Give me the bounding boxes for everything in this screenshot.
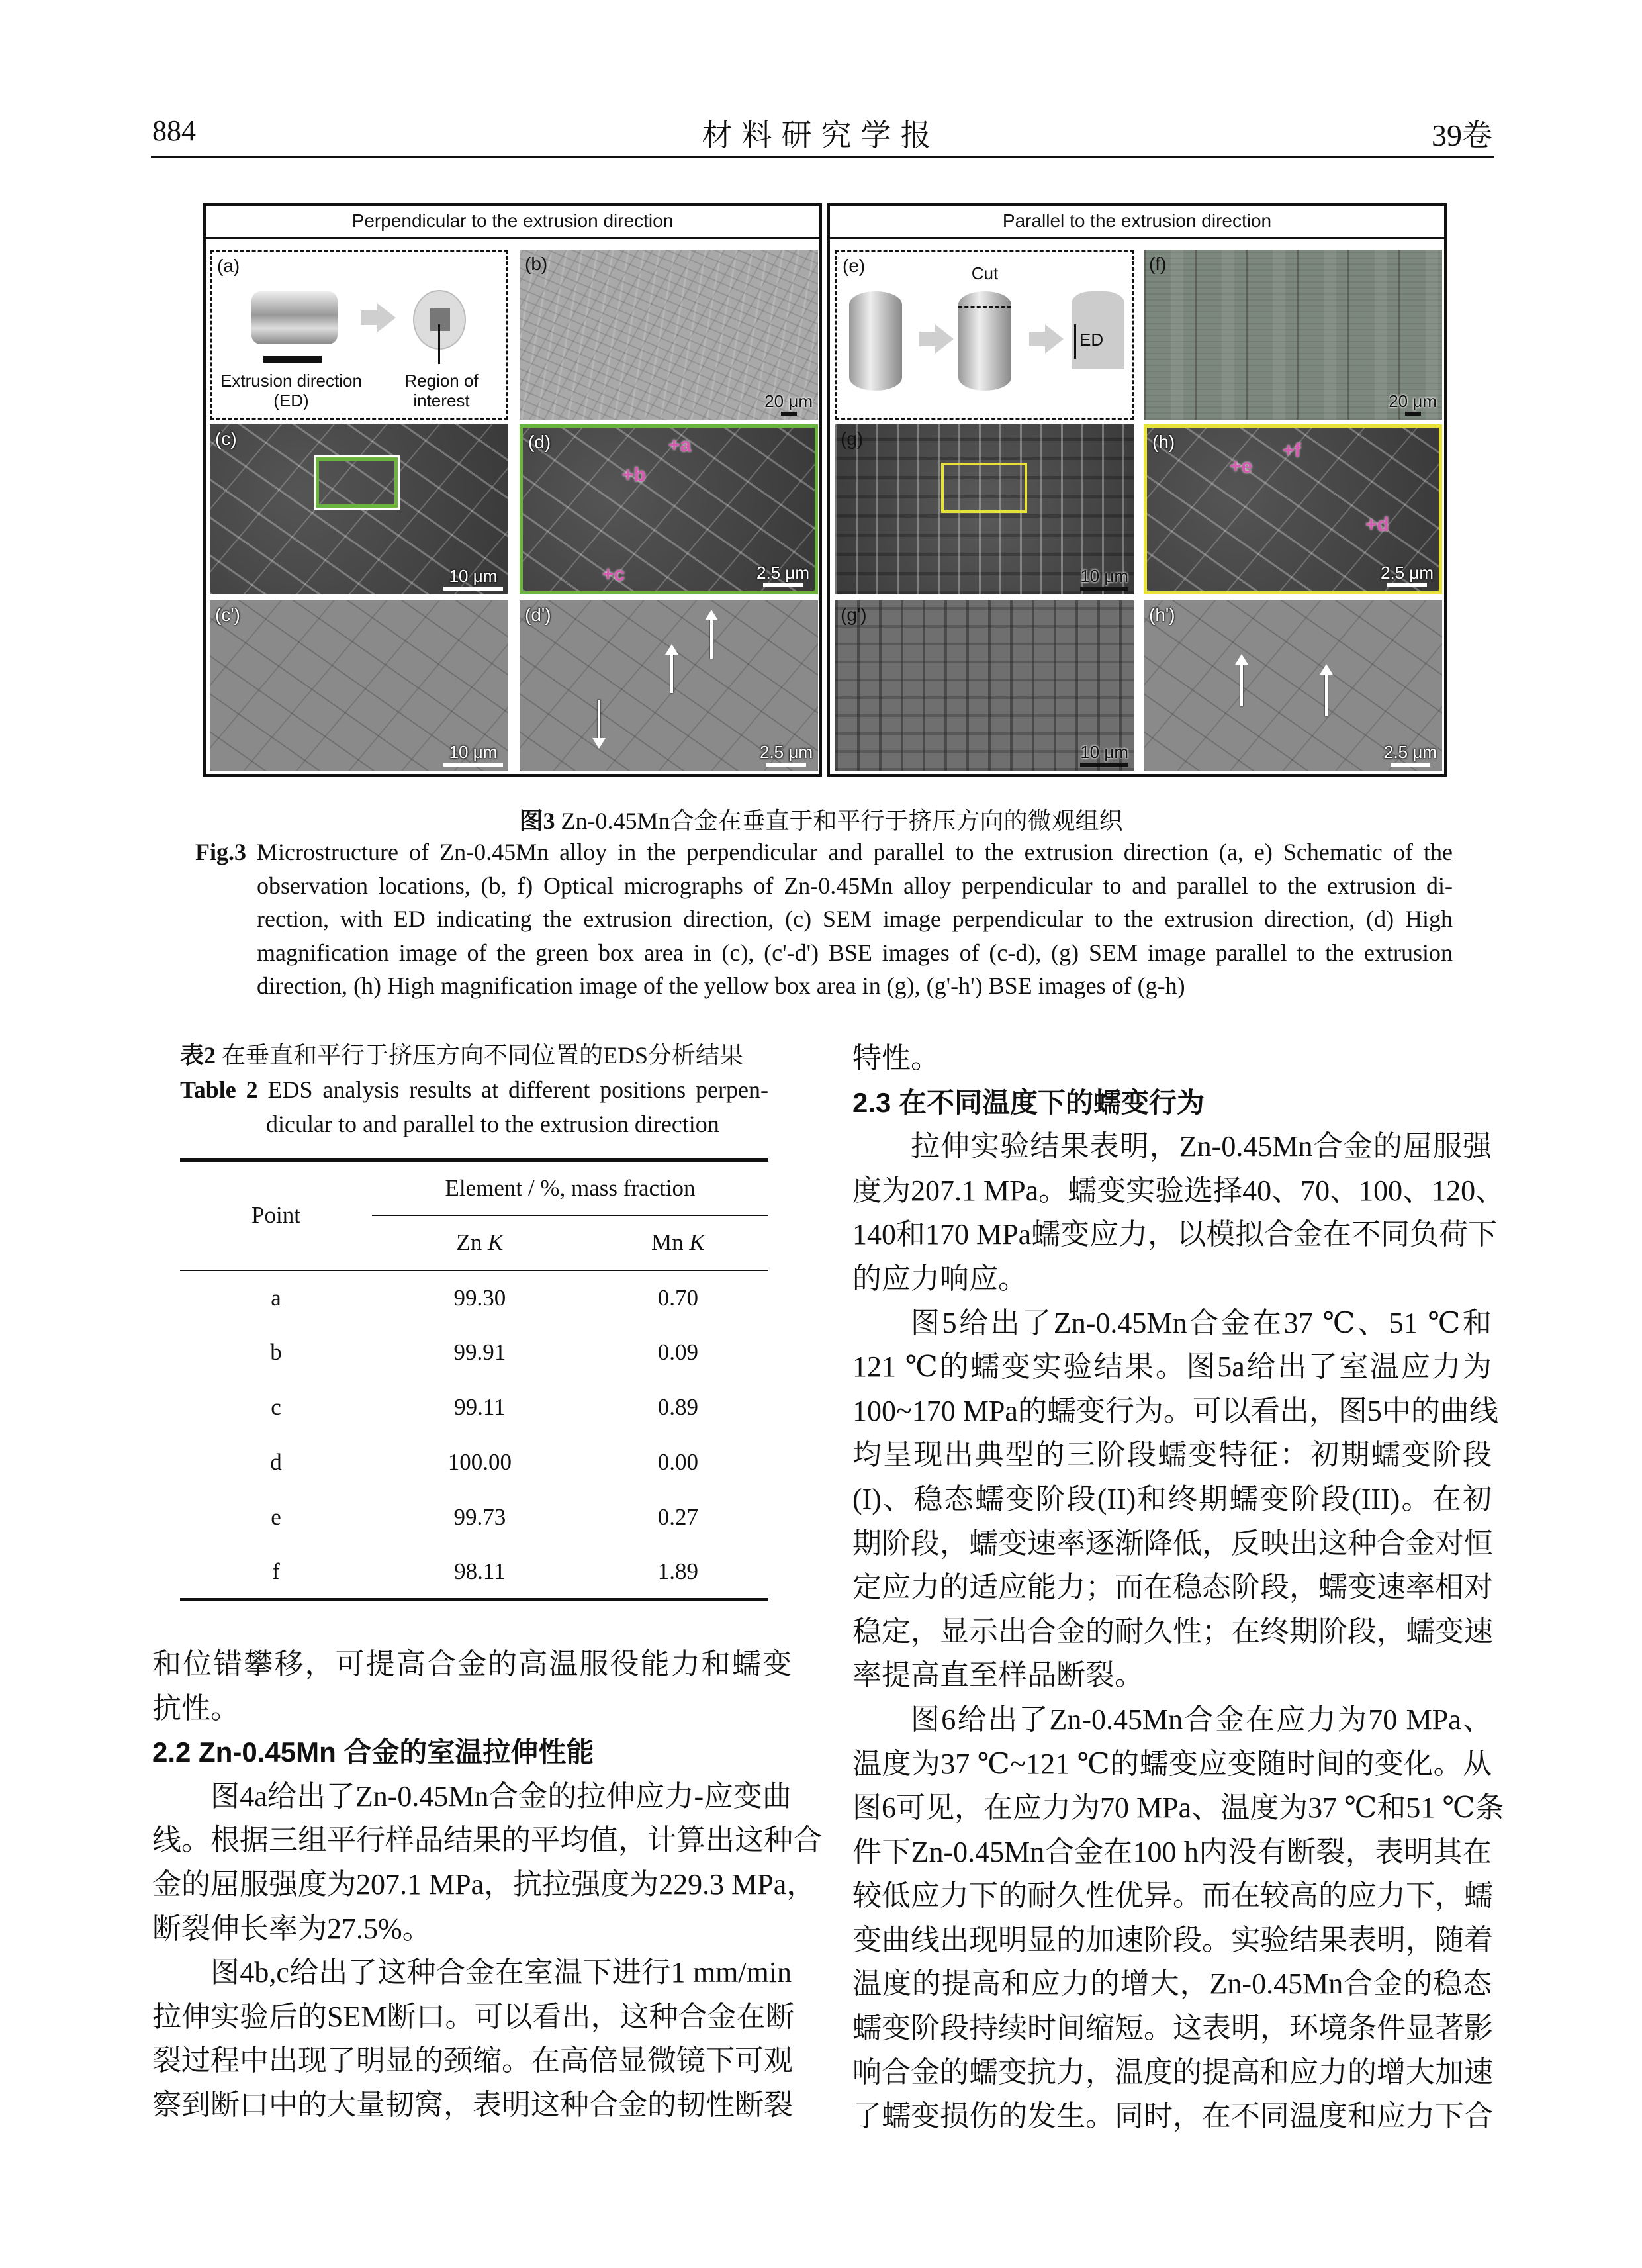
table-row	[180, 1270, 768, 1325]
cell-point: a	[271, 1284, 281, 1311]
header-element: Element / %, mass fraction	[372, 1160, 768, 1215]
body-column-left	[152, 1642, 822, 2128]
cell-point: d	[270, 1449, 282, 1475]
section-heading: 2.3 在不同温度下的蠕变行为	[852, 1086, 1205, 1118]
sem-image-h	[1144, 424, 1442, 594]
panel-label: (d)	[528, 432, 551, 452]
volume-label: 39卷	[1432, 118, 1492, 152]
text-line: 定应力的适应能力；而在稳态阶段，蠕变速率相对	[852, 1571, 1493, 1604]
table-row	[180, 1545, 768, 1600]
text-line: 察到断口中的大量韧窝，表明这种合金的韧性断裂	[152, 2088, 793, 2121]
point-marker-d: +d	[1365, 514, 1389, 536]
panel-label: (h)	[1152, 432, 1175, 452]
text-line: 图5给出了Zn-0.45Mn合金在37 ℃、51 ℃和	[911, 1306, 1492, 1339]
panel-label: (g)	[841, 428, 864, 449]
cut-label: Cut	[971, 263, 999, 283]
eds-table	[180, 1158, 768, 1601]
header-rule	[151, 156, 1494, 158]
table-row	[180, 1325, 768, 1380]
text-line: 图4b,c给出了这种合金在室温下进行1 mm/min	[210, 1956, 792, 1989]
panel-label: (d')	[525, 604, 551, 625]
panel-perpendicular	[203, 203, 822, 777]
caption-label: Fig.3	[195, 839, 246, 865]
cell-mn: 0.70	[657, 1284, 698, 1311]
text-line: 断裂伸长率为27.5%。	[152, 1912, 432, 1945]
text-line: 率提高直至样品断裂。	[852, 1659, 1144, 1692]
cell-zn: 100.00	[447, 1449, 512, 1475]
ed-label-2: (ED)	[273, 391, 309, 410]
text-line: 100~170 MPa的蠕变行为。可以看出，图5中的曲线	[852, 1394, 1498, 1427]
caption-line: observation locations, (b, f) Optical micrographs of Zn-0.45Mn alloy perpendicular to and parallel to the extrusion di-	[257, 872, 1453, 899]
text-line: 140和170 MPa蠕变应力，以模拟合金在不同负荷下	[852, 1218, 1498, 1251]
bse-image-g-prime	[835, 600, 1134, 771]
text-line: (I)、稳态蠕变阶段(II)和终期蠕变阶段(III)。在初	[852, 1482, 1492, 1515]
point-marker-a: +a	[668, 434, 692, 456]
text-line: 金的屈服强度为207.1 MPa，抗拉强度为229.3 MPa，	[152, 1867, 816, 1901]
panel-label: (c')	[215, 604, 240, 625]
cell-mn: 0.89	[657, 1394, 698, 1420]
text-line: 蠕变阶段持续时间缩短。这表明，环境条件显著影	[852, 2012, 1493, 2045]
table-caption: 表2 在垂直和平行于挤压方向不同位置的EDS分析结果 Table 2 EDS analysis results at different positions perpen- dicular to and parallel to the extrusion direction	[180, 1042, 768, 1137]
caption-line: Microstructure of Zn-0.45Mn alloy in the perpendicular and parallel to the extrusion direction (a, e) Schematic of the	[257, 839, 1453, 865]
text-line: 响合金的蠕变抗力，温度的提高和应力的增大加速	[852, 2055, 1493, 2089]
text-line: 变曲线出现明显的加速阶段。实验结果表明，随着	[852, 1923, 1493, 1956]
header-point: Point	[180, 1160, 372, 1270]
scale-bar: 2.5 μm	[756, 563, 809, 587]
text-line: 和位错攀移，可提高合金的高温服役能力和蠕变	[152, 1648, 792, 1680]
table-row	[180, 1380, 768, 1435]
scale-bar: 2.5 μm	[760, 742, 813, 767]
cylinder-icon	[251, 291, 338, 344]
body-column-right	[852, 1037, 1505, 2139]
ed-label: ED	[1079, 330, 1104, 350]
roi-label-1: Region of	[404, 371, 479, 391]
arrow-up-icon	[670, 653, 673, 693]
schematic-e	[835, 250, 1134, 420]
text-line: 较低应力下的耐久性优异。而在较高的应力下，蠕	[852, 1879, 1493, 1913]
table-row	[180, 1435, 768, 1490]
arrow-up-icon	[1325, 673, 1328, 716]
panel-label: (g')	[841, 604, 867, 625]
cylinder-icon	[849, 291, 902, 391]
point-marker-b: +b	[622, 464, 646, 486]
scale-bar: 20 μm	[1389, 391, 1437, 416]
panel-label: (h')	[1149, 604, 1175, 625]
micrograph-f	[1144, 250, 1442, 420]
arrow-right-icon	[377, 303, 396, 332]
point-marker-f: +f	[1283, 440, 1301, 461]
panel-title: Parallel to the extrusion direction	[830, 206, 1444, 239]
figure-3	[203, 203, 1447, 777]
sem-image-g	[835, 424, 1134, 594]
text-line: 线。根据三组平行样品结果的平均值，计算出这种合	[152, 1824, 822, 1857]
specimen-icon	[1072, 291, 1124, 369]
text-line: 抗性。	[152, 1691, 240, 1725]
schematic-a	[210, 250, 508, 420]
text-line: 裂过程中出现了明显的颈缩。在高倍显微镜下可观	[152, 2044, 793, 2077]
point-marker-c: +c	[602, 563, 625, 585]
text-line: 图6可见，在应力为70 MPa、温度为37 ℃和51 ℃条	[852, 1791, 1504, 1824]
sem-image-c	[210, 424, 508, 594]
cell-zn: 99.91	[453, 1339, 506, 1365]
panel-label: (e)	[843, 256, 866, 276]
section-heading: 2.2 Zn-0.45Mn 合金的室温拉伸性能	[152, 1736, 594, 1768]
arrow-up-icon	[1240, 663, 1243, 706]
figure-caption-en	[195, 835, 1453, 1003]
text-line: 均呈现出典型的三阶段蠕变特征：初期蠕变阶段	[852, 1439, 1492, 1472]
journal-title: 材料研究学报	[702, 118, 940, 152]
text-line: 温度的提高和应力的增大，Zn-0.45Mn合金的稳态	[852, 1967, 1492, 2001]
text-line: 特性。	[852, 1042, 940, 1074]
cell-point: e	[271, 1504, 281, 1530]
arrow-up-icon	[710, 619, 713, 659]
cell-zn: 99.30	[453, 1284, 506, 1311]
panel-parallel	[827, 203, 1447, 777]
text-line: 了蠕变损伤的发生。同时，在不同温度和应力下合	[852, 2100, 1493, 2133]
text-line: 度为207.1 MPa。蠕变实验选择40、70、100、120、	[852, 1174, 1505, 1207]
extrusion-arrow-icon	[263, 356, 322, 363]
cell-zn: 99.73	[453, 1504, 506, 1530]
scale-bar: 20 μm	[764, 391, 813, 416]
arrow-right-icon	[935, 324, 954, 354]
text-line: 稳定，显示出合金的耐久性；在终期阶段，蠕变速	[852, 1615, 1493, 1648]
scale-bar: 2.5 μm	[1384, 742, 1437, 767]
arrow-right-icon	[1045, 324, 1064, 354]
text-line: 件下Zn-0.45Mn合金在100 h内没有断裂，表明其在	[852, 1835, 1492, 1868]
caption-line: rection, with ED indicating the extrusion direction, (c) SEM image perpendicular to the extrusion direction, (d) High	[257, 906, 1453, 932]
micrograph-b	[520, 250, 818, 420]
text-line: 图4a给出了Zn-0.45Mn合金的拉伸应力-应变曲	[210, 1779, 792, 1813]
text-line: 图6给出了Zn-0.45Mn合金在应力为70 MPa、	[911, 1703, 1492, 1736]
panel-label: (c)	[215, 428, 237, 449]
panel-title: Perpendicular to the extrusion direction	[206, 206, 819, 239]
yellow-box	[941, 463, 1027, 513]
scale-bar: 10 μm	[443, 742, 503, 767]
cell-mn: 0.27	[657, 1504, 698, 1530]
figure-caption-cn: 图3 Zn-0.45Mn合金在垂直于和平行于挤压方向的微观组织	[519, 808, 1123, 834]
scale-bar: 10 μm	[443, 566, 503, 591]
header-mn: Mn K	[651, 1229, 705, 1255]
caption-line: direction, (h) High magnification image of the yellow box area in (g), (g'-h') BSE images of (g-h)	[257, 972, 1185, 999]
bse-image-d-prime	[520, 600, 818, 771]
cell-point: f	[272, 1558, 280, 1584]
cylinder-cut-icon	[958, 291, 1011, 391]
scale-bar: 10 μm	[1080, 742, 1128, 767]
pointer-arrow	[438, 324, 440, 364]
cell-zn: 99.11	[454, 1394, 506, 1420]
scale-bar: 2.5 μm	[1381, 563, 1434, 587]
green-box	[316, 457, 398, 508]
cell-point: c	[271, 1394, 281, 1420]
text-line: 温度为37 ℃~121 ℃的蠕变应变随时间的变化。从	[852, 1747, 1492, 1780]
panel-label: (b)	[525, 254, 548, 274]
text-line: 拉伸实验结果表明，Zn-0.45Mn合金的屈服强	[911, 1130, 1492, 1163]
panel-label: (f)	[1149, 254, 1167, 274]
cell-mn: 1.89	[657, 1558, 698, 1584]
page-number: 884	[152, 115, 196, 147]
roi-label-2: interest	[413, 391, 470, 410]
cell-zn: 98.11	[454, 1558, 506, 1584]
header-zn: Zn K	[456, 1229, 504, 1255]
ed-label-1: Extrusion direction	[220, 371, 362, 391]
text-line: 拉伸实验后的SEM断口。可以看出，这种合金在断	[152, 2000, 795, 2033]
scale-bar: 10 μm	[1080, 566, 1128, 591]
bse-image-h-prime	[1144, 600, 1442, 771]
text-line: 的应力响应。	[852, 1262, 1027, 1295]
sem-image-d	[520, 424, 818, 594]
text-line: 121 ℃的蠕变实验结果。图5a给出了室温应力为	[852, 1350, 1492, 1384]
point-marker-e: +e	[1230, 455, 1253, 477]
caption-line: magnification image of the green box area in (c), (c'-d') BSE images of (c-d), (g) SEM image parallel to the extrusion	[257, 939, 1453, 966]
arrow-down-icon	[598, 700, 600, 739]
panel-label: (a)	[217, 256, 240, 276]
cell-mn: 0.00	[657, 1449, 698, 1475]
cell-point: b	[270, 1339, 282, 1365]
text-line: 期阶段，蠕变速率逐渐降低，反映出这种合金对恒	[852, 1527, 1493, 1560]
table-row	[180, 1490, 768, 1545]
cell-mn: 0.09	[657, 1339, 698, 1365]
bse-image-c-prime	[210, 600, 508, 771]
